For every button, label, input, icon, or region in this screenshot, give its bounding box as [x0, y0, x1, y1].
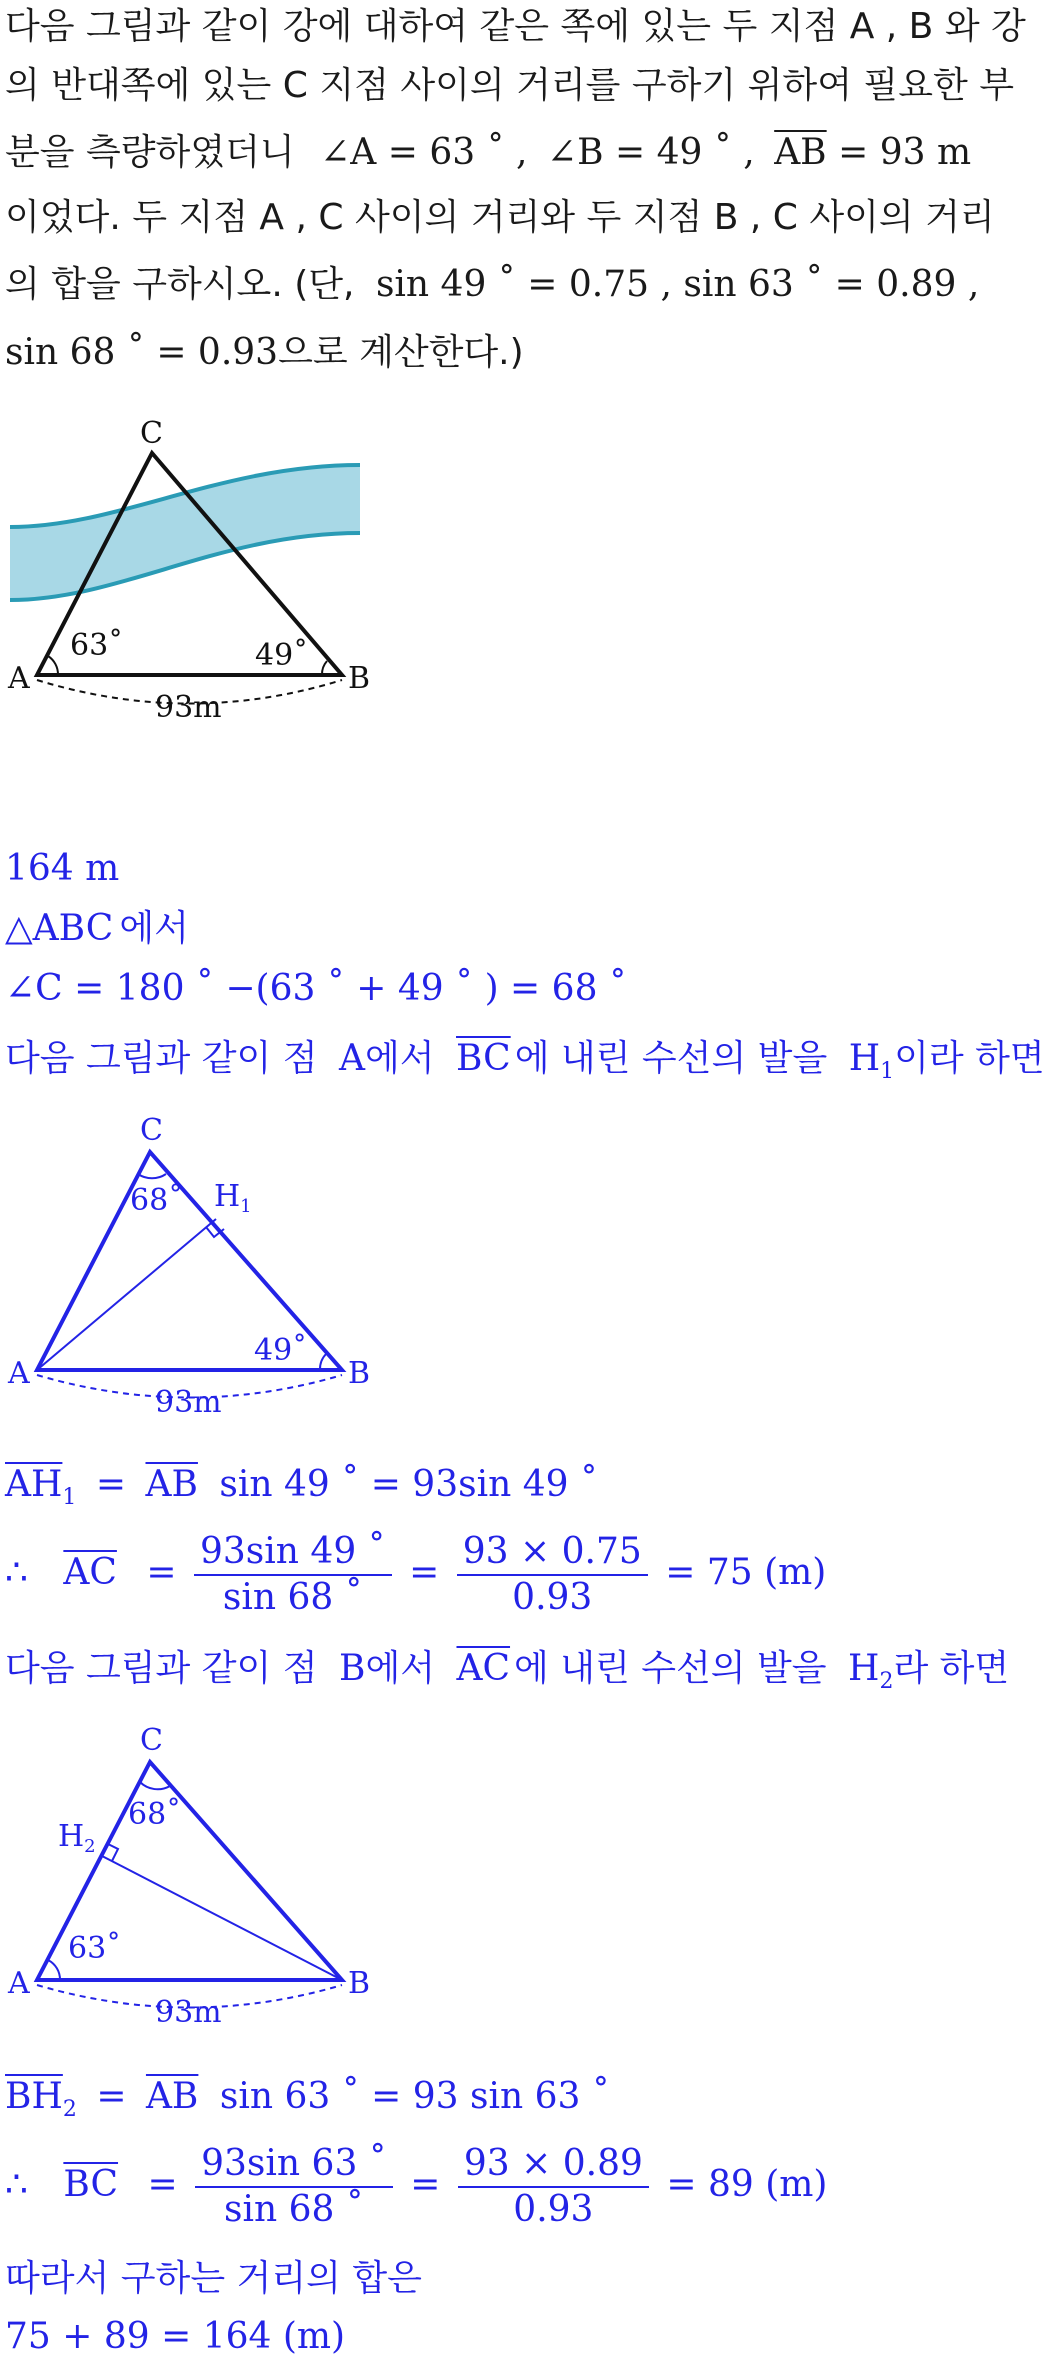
label-c: C	[140, 416, 163, 451]
angle-b-given: ∠B = 49 ˚ ,	[546, 132, 755, 173]
label-distance-2: 93m	[155, 1385, 222, 1420]
label-c-2: C	[140, 1113, 163, 1148]
river	[10, 465, 360, 600]
solution-bh2: $\overline{BH}_2 = \overline{AB}$ sin 63 ˚ = 93 sin 63 ˚	[5, 2076, 610, 2122]
perpendicular-ah1	[37, 1219, 216, 1370]
angle-a-given: ∠A = 63 ˚ ,	[320, 132, 528, 173]
problem-line-6: sin 68 ˚ = 0.93으로 계산한다.)	[5, 332, 524, 373]
solution-final: 75 + 89 = 164 (m)	[5, 2316, 346, 2357]
label-h1: $H_1$	[214, 1179, 252, 1217]
label-a-3: A	[8, 1966, 30, 2001]
label-angle-b: 49˚	[255, 638, 309, 673]
label-angle-a: 63˚	[70, 628, 124, 663]
solution-ac-fraction: ∴ $\overline{AC}$ = $\frac{93\sin 49 ˚}{\sin 68 ˚}$ = $\frac{93 \times 0.75}{0.93}$ = 75 (m)	[5, 1531, 827, 1618]
solution-angle-c: ∠C = 180 ˚ −(63 ˚ + 49 ˚ ) = 68 ˚	[5, 968, 627, 1009]
figure-river-triangle	[0, 405, 380, 735]
label-distance-3: 93m	[155, 1995, 222, 2030]
label-angle-c-2: 68˚	[130, 1183, 184, 1218]
problem-line-5: 의 합을 구하시오. (단, sin 49 ˚ = 0.75 , sin 63 ˚ = 0.89 ,	[5, 264, 980, 305]
problem-line-3: 분을 측량하였더니 ∠A = 63 ˚ , ∠B = 49 ˚ , $\overline{AB} = 93$ m	[5, 132, 972, 173]
solution-ah1: $\overline{AH}_1 = \overline{AB}$ sin 49 ˚ = 93sin 49 ˚	[5, 1464, 598, 1510]
label-b: B	[348, 661, 371, 696]
angle-c-arc-3	[140, 1782, 170, 1789]
perpendicular-bh2	[102, 1856, 342, 1980]
label-a: A	[8, 661, 30, 696]
given-sin-values: sin 49 ˚ = 0.75 , sin 63 ˚ = 0.89 ,	[375, 264, 980, 305]
problem-line-1: 다음 그림과 같이 강에 대하여 같은 쪽에 있는 두 지점 A , B 와 강	[5, 6, 1026, 47]
label-angle-c-3: 68˚	[128, 1797, 182, 1832]
problem-line-2: 의 반대쪽에 있는 C 지점 사이의 거리를 구하기 위하여 필요한 부	[5, 65, 1014, 106]
angle-b-arc-2	[320, 1354, 326, 1370]
label-b-3: B	[348, 1966, 371, 2001]
figure-perpendicular-h2	[0, 1712, 390, 2032]
solution-conclusion: 따라서 구하는 거리의 합은	[5, 2258, 422, 2299]
angle-a-arc-3	[48, 1960, 60, 1980]
label-b-2: B	[348, 1356, 371, 1391]
label-c-3: C	[140, 1723, 163, 1758]
figure-perpendicular-h1	[0, 1102, 390, 1422]
angle-a-arc	[48, 656, 58, 675]
problem-line-4: 이었다. 두 지점 A , C 사이의 거리와 두 지점 B , C 사이의 거리	[5, 197, 995, 238]
solution-line-6: 다음 그림과 같이 점 B에서 $\overline{AC}$ 에 내린 수선의 발을 $H_2$라 하면	[5, 1648, 1010, 1694]
solution-bc-fraction: ∴ $\overline{BC}$ = $\frac{93\sin 63 ˚}{\sin 68 ˚}$ = $\frac{93 \times 0.89}{0.93}$ = 89 (m)	[5, 2143, 828, 2230]
label-distance: 93m	[155, 690, 222, 725]
label-a-2: A	[8, 1356, 30, 1391]
angle-b-arc	[322, 661, 327, 675]
solution-line-3: 다음 그림과 같이 점 A에서 $\overline{BC}$ 에 내린 수선의 발을 $H_1$이라 하면	[5, 1038, 1045, 1084]
label-angle-a-3: 63˚	[68, 1931, 122, 1966]
given-sin68: sin 68 ˚ = 0.93	[5, 332, 279, 373]
right-angle-mark-2	[108, 1844, 118, 1861]
label-h2: $H_2$	[58, 1819, 96, 1857]
answer: 164 m	[5, 848, 120, 889]
segment-ab: $\overline{AB}$	[774, 132, 827, 173]
label-angle-b-2: 49˚	[254, 1333, 308, 1368]
angle-c-arc	[138, 1174, 166, 1178]
solution-line-1: △ABC 에서	[5, 908, 189, 949]
